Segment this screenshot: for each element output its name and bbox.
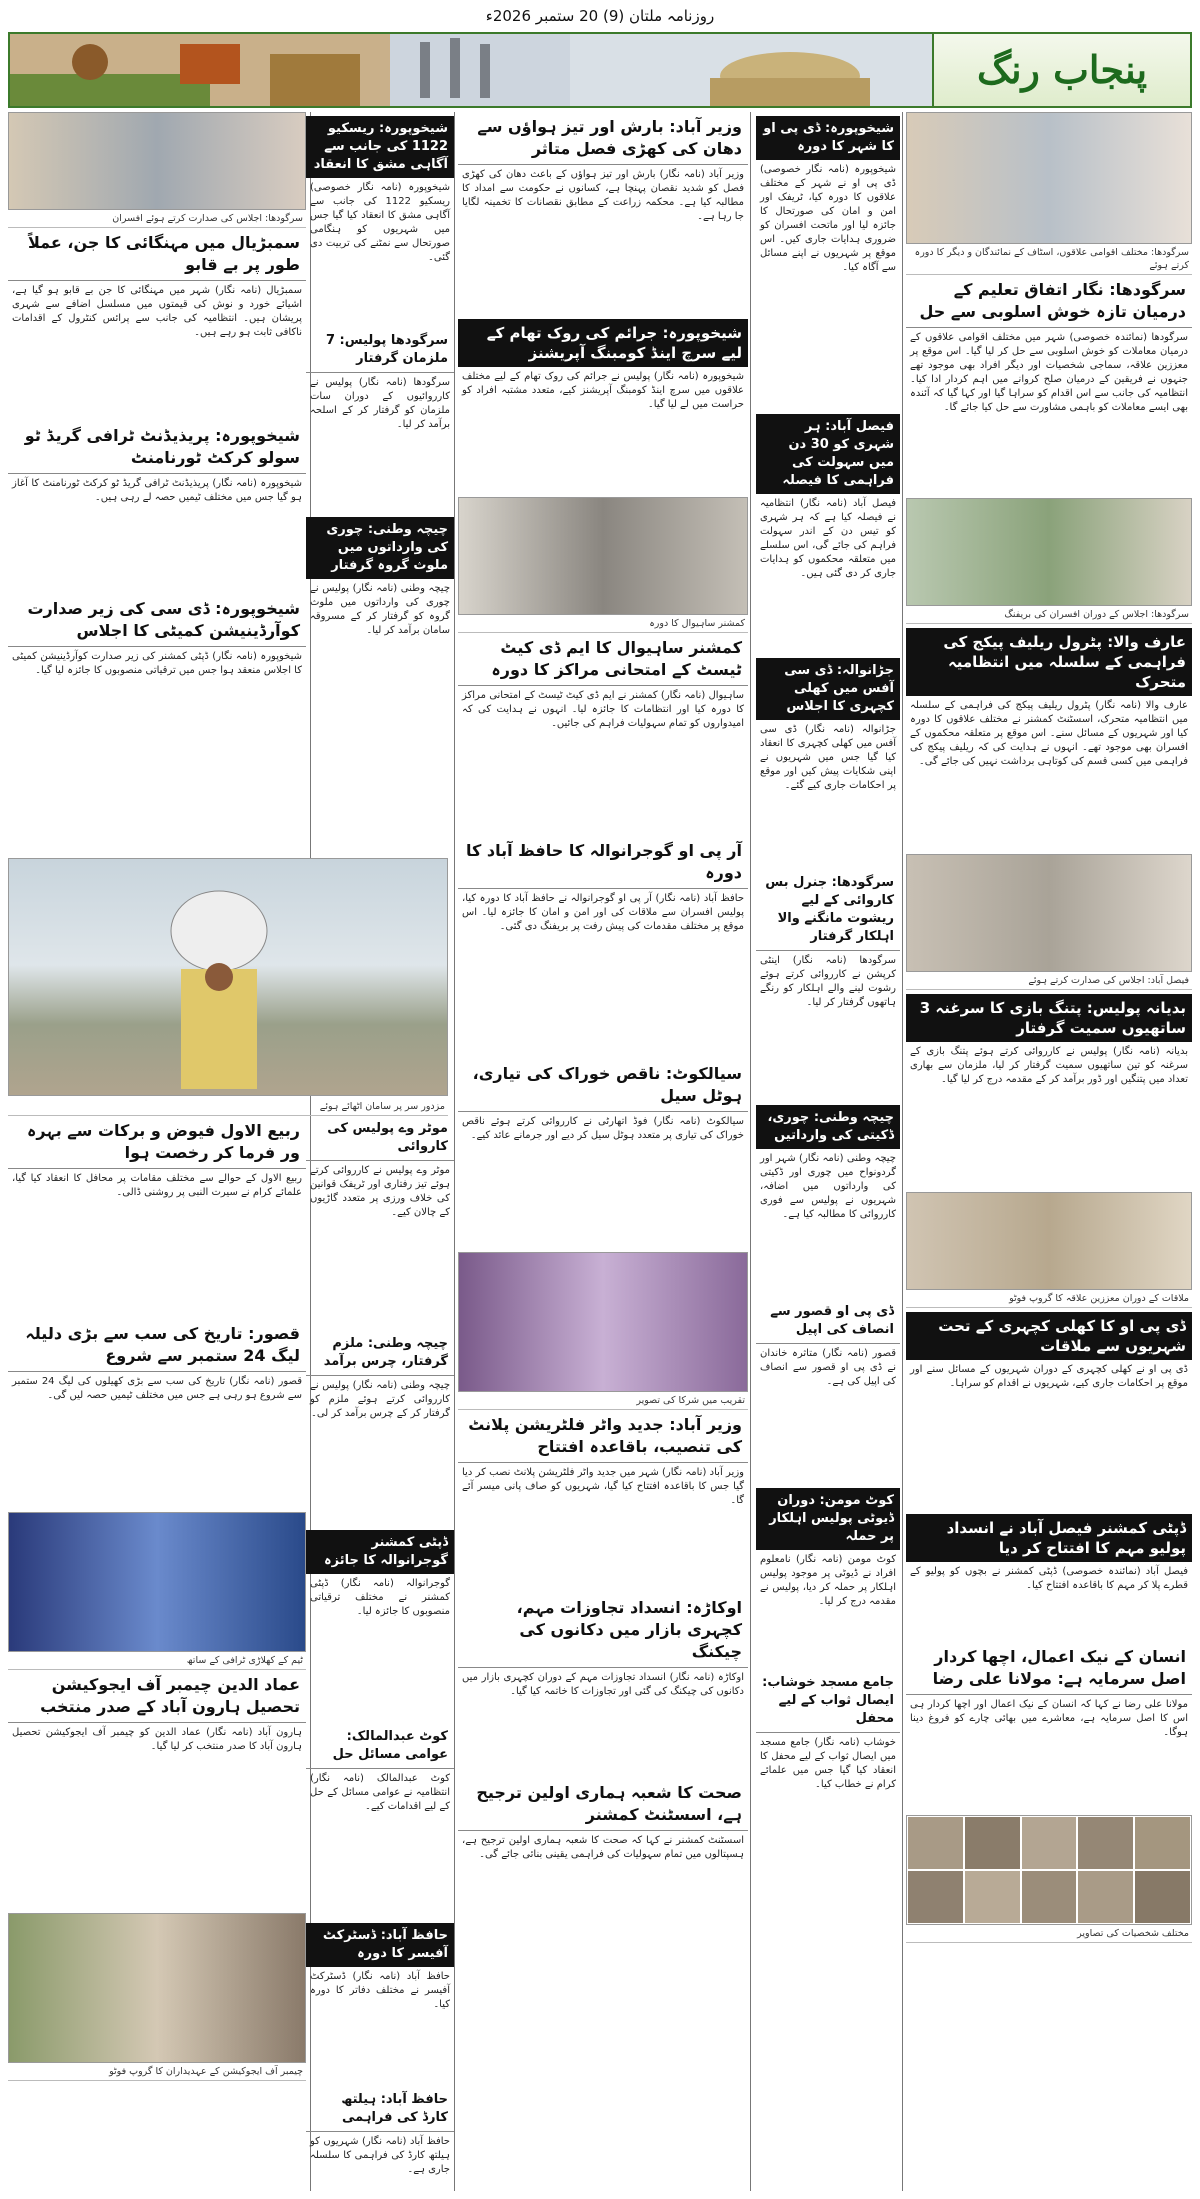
portrait-grid <box>906 1815 1192 1925</box>
headline: چیچہ وطنی: ملزم گرفتار، چرس برآمد <box>306 1331 454 1376</box>
article-body: سمبڑیال (نامہ نگار) شہر میں مہنگائی کا جن بے قابو ہو گیا ہے، اشیائے خورد و نوش کی قیمتوں میں مسلسل اضافے سے شہری پریشان ہیں۔ انتظامیہ کی جانب سے پرائس کنٹرول کے اقدامات ناکافی ثابت ہو رہے ہیں۔ <box>12 285 302 338</box>
article-body: شیخوپورہ (نامہ نگار) پریذیڈنٹ ٹرافی گریڈ ٹو کرکٹ ٹورنامنٹ کا آغاز ہو گیا جس میں مختلف ٹیمیں حصہ لے رہی ہیں۔ <box>12 478 302 503</box>
headline: کوٹ مومن: دوران ڈیوٹی پولیس اہلکار پر حملہ <box>756 1488 900 1550</box>
article-body: کوٹ عبدالمالک (نامہ نگار) انتظامیہ نے عوامی مسائل کے حل کے لیے اقدامات کیے۔ <box>310 1773 450 1812</box>
article-body: مولانا علی رضا نے کہا کہ انسان کے نیک اعمال اور اچھا کردار ہی اس کا اصل سرمایہ ہے، معاشرے میں بھائی چارے کو فروغ دینا ہوگا۔ <box>910 1699 1188 1738</box>
article-body: سرگودھا (نمائندہ خصوصی) شہر میں مختلف اقوامی علاقوں کے درمیان معاملات کو خوش اسلوبی سے حل کر لیا گیا۔ اس موقع پر معززین علاقہ، سماجی شخصیات اور دیگر افراد بھی موجود تھے جنہوں نے فریقین کے درمیان صلح کروانے میں اہم کردار ادا کیا۔ انتظامیہ کی جانب سے اس اقدام کو سراہا گیا اور کہا گیا کہ آئندہ بھی ایسے معاملات کو باہمی مشاورت سے حل کیا جائے گا۔ <box>910 332 1188 413</box>
headline: وزیر آباد: جدید واٹر فلٹریشن پلانٹ کی تنصیب، باقاعدہ افتتاح <box>458 1410 748 1463</box>
photo-2 <box>906 498 1192 606</box>
photo-caption: سرگودھا: اجلاس کی صدارت کرتے ہوئے افسران <box>8 210 306 228</box>
masthead-title: پنجاب رنگ <box>976 47 1148 92</box>
photo-caption: سرگودھا: مختلف اقوامی علاقوں، اسٹاف کے نمائندگان و دیگر کا دورہ کرتے ہوئے <box>906 244 1192 275</box>
headline: چیچہ وطنی: چوری کی وارداتوں میں ملوث گروہ گرفتار <box>306 517 454 579</box>
headline: ربیع الاول فیوض و برکات سے بہرہ ور فرما کر رخصت ہوا <box>8 1116 306 1169</box>
article-body: چیچہ وطنی (نامہ نگار) شہر اور گردونواح میں چوری اور ڈکیتی کی وارداتوں میں اضافہ، شہریوں نے پولیس سے فوری کارروائی کا مطالبہ کیا ہے۔ <box>760 1153 896 1220</box>
article-body: سرگودھا (نامہ نگار) اینٹی کرپشن نے کارروائی کرتے ہوئے رشوت لینے والے اہلکار کو رنگے ہاتھوں گرفتار کر لیا۔ <box>760 955 896 1008</box>
headline: کوٹ عبدالمالک: عوامی مسائل حل <box>306 1724 454 1769</box>
article-body: فیصل آباد (نامہ نگار) انتظامیہ نے فیصلہ کیا ہے کہ ہر شہری کو تیس دن کے اندر سہولت فراہم کی جائے گی، اس سلسلے میں متعلقہ محکموں کو ہدایات جاری کر دی گئی ہیں۔ <box>760 498 896 579</box>
photo-5 <box>458 497 748 615</box>
photo-laborer <box>8 858 448 1096</box>
headline: ڈی پی او کا کھلی کچہری کے تحت شہریوں سے ملاقات <box>906 1312 1192 1360</box>
article-body: جڑانوالہ (نامہ نگار) ڈی سی آفس میں کھلی کچہری کا انعقاد کیا گیا جس میں شہریوں نے اپنی شکایات پیش کیں اور موقع پر احکامات جاری کیے گئے۔ <box>760 724 896 791</box>
headline: آر پی او گوجرانوالہ کا حافظ آباد کا دورہ <box>458 836 748 889</box>
headline: ڈپٹی کمشنر فیصل آباد نے انسداد پولیو مہم کا افتتاح کر دیا <box>906 1514 1192 1562</box>
headline: موٹر وے پولیس کی کاروائی <box>306 1116 454 1161</box>
column-1 <box>906 112 1192 2191</box>
photo-4 <box>906 1192 1192 1290</box>
article-body: قصور (نامہ نگار) متاثرہ خاندان نے ڈی پی او قصور سے انصاف کی اپیل کی ہے۔ <box>760 1348 896 1387</box>
photo-caption: تقریب میں شرکا کی تصویر <box>458 1392 748 1410</box>
headline: چیچہ وطنی: چوری، ڈکیتی کی وارداتیں <box>756 1105 900 1149</box>
headline: سرگودھا پولیس: 7 ملزمان گرفتار <box>306 328 454 373</box>
article-body: بدیانہ (نامہ نگار) پولیس نے کارروائی کرتے ہوئے پتنگ بازی کے سرغنہ کو تین ساتھیوں سمیت گرفتار کر لیا، ملزمان سے بھاری تعداد میں پتنگیں اور ڈور برآمد کر کے مقدمہ درج کر لیا گیا۔ <box>910 1046 1188 1085</box>
headline: سرگودھا: جنرل بس کاروائی کے لیے ریشوت مانگنے والا اہلکار گرفتار <box>756 870 900 951</box>
photo-1 <box>906 112 1192 244</box>
photo-caption: فیصل آباد: اجلاس کی صدارت کرتے ہوئے <box>906 972 1192 990</box>
headline: فیصل آباد: ہر شہری کو 30 دن میں سہولت کی فراہمی کا فیصلہ <box>756 414 900 494</box>
article-body: کوٹ مومن (نامہ نگار) نامعلوم افراد نے ڈیوٹی پر موجود پولیس اہلکار پر حملہ کر دیا، پولیس نے مقدمہ درج کر لیا۔ <box>760 1554 896 1607</box>
headline: شیخوپورہ: ڈی سی کی زیر صدارت کوآرڈینیشن کمیٹی کا اجلاس <box>8 594 306 647</box>
article-body: شیخوپورہ (نامہ نگار خصوصی) ریسکیو 1122 کی جانب سے آگاہی مشق کا انعقاد کیا گیا جس میں شہریوں کو ہنگامی صورتحال سے نمٹنے کی تربیت دی گئی۔ <box>310 182 451 263</box>
column-4-lower <box>306 1116 454 2191</box>
headline: عارف والا: پٹرول ریلیف پیکج کی فراہمی کے سلسلہ میں انتظامیہ متحرک <box>906 628 1192 696</box>
photo-caption: سرگودھا: اجلاس کے دوران افسران کی بریفنگ <box>906 606 1192 624</box>
article-body: شیخوپورہ (نامہ نگار) پولیس نے جرائم کی روک تھام کے لیے مختلف علاقوں میں سرچ اینڈ کومبنگ آپریشنز کیے، متعدد مشتبہ افراد کو حراست میں لے لیا گیا۔ <box>462 371 744 410</box>
article-body: حافظ آباد (نامہ نگار) آر پی او گوجرانوالہ نے حافظ آباد کا دورہ کیا، پولیس افسران سے ملاقات کی اور امن و امان کا جائزہ لیا۔ اس موقع پر مختلف مقدمات کی پیش رفت پر بریفنگ دی گئی۔ <box>462 893 744 932</box>
headline: انسان کے نیک اعمال، اچھا کردار اصل سرمایہ ہے: مولانا علی رضا <box>906 1642 1192 1695</box>
article-body: خوشاب (نامہ نگار) جامع مسجد میں ایصال ثواب کے لیے محفل کا انعقاد کیا گیا جس میں علمائے کرام نے خطاب کیا۔ <box>760 1737 896 1790</box>
headline: حافظ آباد: ہیلتھ کارڈ کی فراہمی <box>306 2087 454 2132</box>
headline: شیخوپورہ: ریسکیو 1122 کی جانب سے آگاہی مشق کا انعقاد <box>306 116 454 178</box>
photo-caption: ملاقات کے دوران معززین علاقہ کا گروپ فوٹو <box>906 1290 1192 1308</box>
headline: جڑانوالہ: ڈی سی آفس میں کھلی کچہری کا اجلاس <box>756 658 900 720</box>
headline: اوکاڑہ: انسداد تجاوزات مہم، کچہری بازار میں دکانوں کی چیکنگ <box>458 1593 748 1668</box>
photo-team <box>8 1512 306 1652</box>
headline: وزیر آباد: بارش اور تیز ہواؤں سے دھان کی کھڑی فصل متاثر <box>458 112 748 165</box>
article-body: قصور (نامہ نگار) تاریخ کی سب سے بڑی کھیلوں کی لیگ 24 ستمبر سے شروع ہو رہی ہے جس میں مختلف ٹیمیں حصہ لیں گی۔ <box>12 1376 302 1401</box>
photo-7 <box>8 112 306 210</box>
column-2 <box>756 112 900 2191</box>
headline: قصور: تاریخ کی سب سے بڑی دلیلہ لیگ 24 ستمبر سے شروع <box>8 1319 306 1372</box>
headline: حافظ آباد: ڈسٹرکٹ آفیسر کا دورہ <box>306 1923 454 1967</box>
column-3 <box>458 112 748 2191</box>
article-body: موٹر وے پولیس نے کارروائی کرتے ہوئے تیز رفتاری اور ٹریفک قوانین کی خلاف ورزی پر متعدد گاڑیوں کے چالان کیے۔ <box>310 1165 450 1218</box>
article-body: فیصل آباد (نمائندہ خصوصی) ڈپٹی کمشنر نے بچوں کو پولیو کے قطرے پلا کر مہم کا باقاعدہ افتتاح کیا۔ <box>910 1566 1188 1591</box>
dateline: روزنامہ ملتان (9) 20 ستمبر 2026ء <box>485 7 715 25</box>
headline: کمشنر ساہیوال کا ایم ڈی کیٹ ٹیسٹ کے امتحانی مراکز کا دورہ <box>458 633 748 686</box>
headline: شیخوپورہ: پریذیڈنٹ ٹرافی گریڈ ٹو سولو کرکٹ ٹورنامنٹ <box>8 421 306 474</box>
headline: عماد الدین چیمبر آف ایجوکیشن تحصیل ہارون آباد کے صدر منتخب <box>8 1670 306 1723</box>
masthead-banner <box>8 32 1192 108</box>
headline: سیالکوٹ: ناقص خوراک کی تیاری، ہوٹل سیل <box>458 1059 748 1112</box>
article-body: ہارون آباد (نامہ نگار) عماد الدین کو چیمبر آف ایجوکیشن تحصیل ہارون آباد کا صدر منتخب کر لیا گیا۔ <box>12 1727 302 1752</box>
article-body: ساہیوال (نامہ نگار) کمشنر نے ایم ڈی کیٹ ٹیسٹ کے امتحانی مراکز کا دورہ کیا اور انتظامات کا جائزہ لیا۔ انہوں نے ہدایت کی کہ امیدواروں کو تمام سہولیات فراہم کی جائیں۔ <box>462 690 744 729</box>
photo-caption: مختلف شخصیات کی تصاویر <box>906 1925 1192 1943</box>
article-body: چیچہ وطنی (نامہ نگار) پولیس نے کارروائی کرتے ہوئے ملزم کو گرفتار کر کے چرس برآمد کر لی۔ <box>310 1380 450 1419</box>
photo-group <box>8 1913 306 2063</box>
banner-collage-icon <box>10 34 934 106</box>
article-body: اسسٹنٹ کمشنر نے کہا کہ صحت کا شعبہ ہماری اولین ترجیح ہے، ہسپتالوں میں تمام سہولیات کی فراہمی یقینی بنائی جائے گی۔ <box>462 1835 744 1860</box>
masthead-title-box <box>932 34 1190 106</box>
photo-caption: ٹیم کے کھلاڑی ٹرافی کے ساتھ <box>8 1652 306 1670</box>
article-body: وزیر آباد (نامہ نگار) شہر میں جدید واٹر فلٹریشن پلانٹ نصب کر دیا گیا جس کا باقاعدہ افتتاح کیا گیا، شہریوں کو صاف پانی میسر آئے گا۔ <box>462 1467 744 1506</box>
article-body: حافظ آباد (نامہ نگار) ڈسٹرکٹ آفیسر نے مختلف دفاتر کا دورہ کیا۔ <box>310 1971 450 2010</box>
article-body: گوجرانوالہ (نامہ نگار) ڈپٹی کمشنر نے مختلف ترقیاتی منصوبوں کا جائزہ لیا۔ <box>310 1578 450 1617</box>
headline: سمبڑیال میں مہنگائی کا جن، عملاً طور پر بے قابو <box>8 228 306 281</box>
article-body: اوکاڑہ (نامہ نگار) انسداد تجاوزات مہم کے دوران کچہری بازار میں دکانوں کی چیکنگ کی گئی اور تجاوزات کا خاتمہ کیا گیا۔ <box>462 1672 744 1697</box>
headline: شیخوپورہ: جرائم کی روک تھام کے لیے سرچ اینڈ کومبنگ آپریشنز <box>458 319 748 367</box>
photo-caption: کمشنر ساہیوال کا دورہ <box>458 615 748 633</box>
headline: صحت کا شعبہ ہماری اولین ترجیح ہے، اسسٹنٹ کمشنر <box>458 1778 748 1831</box>
headline: ڈپٹی کمشنر گوجرانوالہ کا جائزہ <box>306 1530 454 1574</box>
photo-6 <box>458 1252 748 1392</box>
article-body: حافظ آباد (نامہ نگار) شہریوں کو ہیلتھ کارڈ کی فراہمی کا سلسلہ جاری ہے۔ <box>310 2136 450 2175</box>
article-body: سرگودھا (نامہ نگار) پولیس نے کارروائیوں کے دوران سات ملزمان کو گرفتار کر کے اسلحہ برآمد کر لیا۔ <box>310 377 450 430</box>
photo-caption: مزدور سر پر سامان اٹھائے ہوئے <box>8 1098 448 1116</box>
headline: سرگودھا: نگار اتفاق تعلیم کے درمیان تازہ خوش اسلوبی سے حل <box>906 275 1192 328</box>
article-body: چیچہ وطنی (نامہ نگار) پولیس نے چوری کی وارداتوں میں ملوث گروہ کو گرفتار کر کے مسروقہ سامان برآمد کر لیا۔ <box>310 583 450 636</box>
laborer-carrying-load-icon <box>9 859 448 1096</box>
article-body: شیخوپورہ (نامہ نگار) ڈپٹی کمشنر کی زیر صدارت کوآرڈینیشن کمیٹی کا اجلاس منعقد ہوا جس میں ترقیاتی منصوبوں کا جائزہ لیا گیا۔ <box>12 651 302 676</box>
article-body: ربیع الاول کے حوالے سے مختلف مقامات پر محافل کا انعقاد کیا گیا، علمائے کرام نے سیرت النبی پر روشنی ڈالی۔ <box>12 1173 302 1198</box>
article-body: وزیر آباد (نامہ نگار) بارش اور تیز ہواؤں کے باعث دھان کی کھڑی فصل کو شدید نقصان پہنچا ہے، کسانوں نے حکومت سے امداد کا مطالبہ کیا ہے۔ محکمہ زراعت کے مطابق نقصانات کا تخمینہ لگایا جا رہا ہے۔ <box>462 169 744 222</box>
article-body: ڈی پی او نے کھلی کچہری کے دوران شہریوں کے مسائل سنے اور موقع پر احکامات جاری کیے، شہریوں نے اقدام کو سراہا۔ <box>910 1364 1188 1389</box>
headline: جامع مسجد خوشاب: ایصال ثواب کے لیے محفل <box>756 1670 900 1733</box>
article-body: عارف والا (نامہ نگار) پٹرول ریلیف پیکج کی فراہمی کے سلسلہ میں انتظامیہ متحرک، اسسٹنٹ کمشنر نے مختلف علاقوں کا دورہ کیا اور شہریوں کے مسائل سنے۔ اس موقع پر متعلقہ محکموں کے افسران بھی موجود تھے۔ انہوں نے ہدایت کی کہ ریلیف پیکج کی فراہمی میں کسی قسم کی کوتاہی برداشت نہیں کی جائے گی۔ <box>910 700 1188 767</box>
headline: ڈی پی او قصور سے انصاف کی اپیل <box>756 1299 900 1344</box>
photo-caption: چیمبر آف ایجوکیشن کے عہدیداران کا گروپ فوٹو <box>8 2063 306 2081</box>
column-5-lower <box>8 1116 306 2191</box>
photo-3 <box>906 854 1192 972</box>
headline: شیخوپورہ: ڈی پی او کا شہر کا دورہ <box>756 116 900 160</box>
article-body: شیخوپورہ (نامہ نگار خصوصی) ڈی پی او نے شہر کے مختلف علاقوں کا دورہ کیا، ٹریفک اور امن و امان کی صورتحال کا جائزہ لیا اور ماتحت افسران کو ضروری ہدایات جاری کیں۔ اس موقع پر شہریوں نے اپنے مسائل سے آگاہ کیا۔ <box>760 164 896 273</box>
headline: بدیانہ پولیس: پتنگ بازی کا سرغنہ 3 ساتھیوں سمیت گرفتار <box>906 994 1192 1042</box>
article-body: سیالکوٹ (نامہ نگار) فوڈ اتھارٹی نے کارروائی کرتے ہوئے ناقص خوراک کی تیاری پر متعدد ہوٹل سیل کر دیے اور جرمانے عائد کیے۔ <box>462 1116 744 1141</box>
